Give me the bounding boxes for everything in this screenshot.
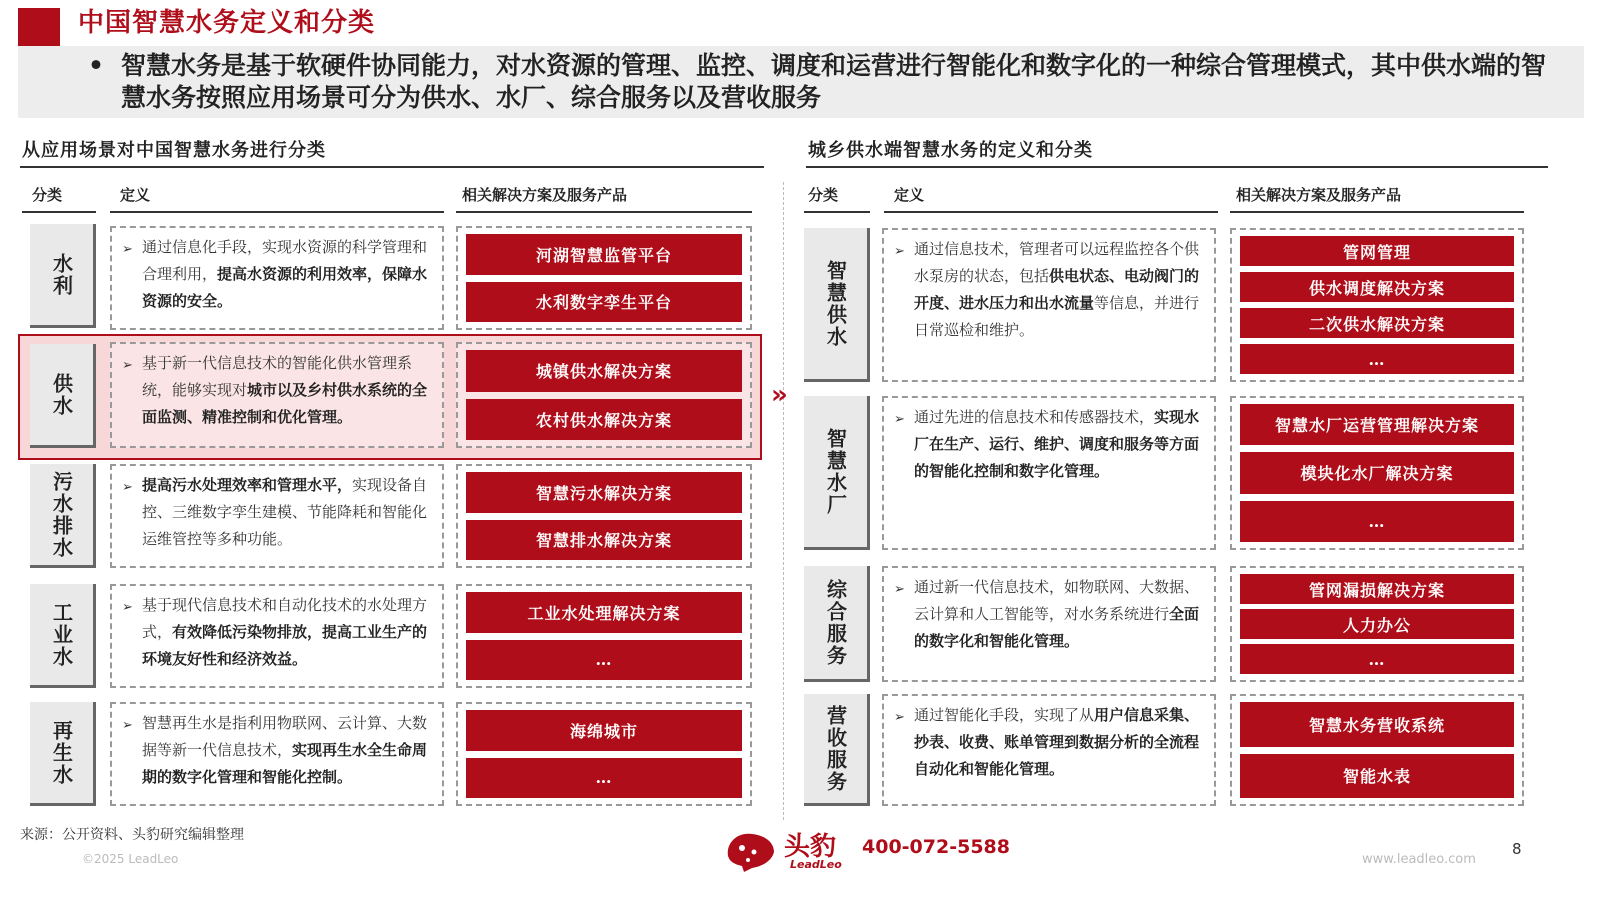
right-col-solutions-line bbox=[1230, 211, 1524, 213]
arrow-icon: ➢ bbox=[122, 718, 133, 733]
solutions-reclaimed-water bbox=[456, 702, 752, 806]
solution-item[interactable]: 二次供水解决方案 bbox=[1240, 308, 1514, 338]
right-section-underline bbox=[806, 166, 1548, 168]
solution-item[interactable]: 供水调度解决方案 bbox=[1240, 272, 1514, 302]
category-smart-supply: 智慧供水 bbox=[804, 228, 870, 382]
left-col-definition: 定义 bbox=[120, 186, 151, 204]
solution-item[interactable]: 海绵城市 bbox=[466, 710, 742, 751]
category-sewage-drainage: 污水排水 bbox=[30, 464, 96, 568]
solution-item[interactable]: 管网管理 bbox=[1240, 236, 1514, 266]
logo-text-en: LeadLeo bbox=[790, 858, 842, 871]
category-water-supply: 供水 bbox=[30, 344, 96, 448]
copyright: ©2025 LeadLeo bbox=[82, 852, 179, 866]
summary-text: 智慧水务是基于软硬件协同能力，对水资源的管理、监控、调度和运营进行智能化和数字化的一种综合管理模式，其中供水端的智慧水务按照应用场景可分为供水、水厂、综合服务以及营收服务 bbox=[121, 51, 1547, 112]
solution-item[interactable]: 模块化水厂解决方案 bbox=[1240, 452, 1514, 493]
arrow-icon: ➢ bbox=[122, 480, 133, 495]
solution-item[interactable]: … bbox=[466, 758, 742, 799]
solution-item[interactable]: 管网漏损解决方案 bbox=[1240, 574, 1514, 604]
website-link[interactable]: www.leadleo.com bbox=[1362, 852, 1476, 867]
phone-number: 400-072-5588 bbox=[862, 836, 1010, 858]
bullet-dot: • bbox=[88, 51, 104, 80]
solution-item[interactable]: 智慧排水解决方案 bbox=[466, 520, 742, 561]
definition-smart-plant: ➢ 通过先进的信息技术和传感器技术，实现水厂在生产、运行、维护、调度和服务等方面的智能化控制和数字化管理。 bbox=[882, 396, 1216, 550]
arrow-icon: ➢ bbox=[122, 600, 133, 615]
summary-box bbox=[18, 46, 1584, 118]
solution-item[interactable]: … bbox=[1240, 344, 1514, 374]
category-smart-plant: 智慧水厂 bbox=[804, 396, 870, 550]
left-col-definition-line bbox=[110, 211, 444, 213]
solution-item[interactable]: 农村供水解决方案 bbox=[466, 399, 742, 441]
right-section-title: 城乡供水端智慧水务的定义和分类 bbox=[808, 140, 1093, 161]
category-revenue-service: 营收服务 bbox=[804, 694, 870, 806]
solutions-sewage-drainage bbox=[456, 464, 752, 568]
arrow-icon: ➢ bbox=[894, 244, 905, 259]
column-divider bbox=[783, 182, 784, 820]
solution-item[interactable]: 城镇供水解决方案 bbox=[466, 350, 742, 392]
source-note: 来源：公开资料、头豹研究编辑整理 bbox=[20, 827, 244, 843]
left-col-solutions-line bbox=[456, 211, 752, 213]
definition-sewage-drainage: ➢ 提高污水处理效率和管理水平，实现设备自控、三维数字孪生建模、节能降耗和智能化运维管控等多种功能。 bbox=[110, 464, 444, 568]
solutions-water-supply bbox=[456, 342, 752, 448]
page-number: 8 bbox=[1512, 840, 1522, 858]
definition-water-conservancy: ➢ 通过信息化手段，实现水资源的科学管理和合理利用，提高水资源的利用效率，保障水资源的安全。 bbox=[110, 226, 444, 330]
page-title: 中国智慧水务定义和分类 bbox=[78, 8, 376, 38]
definition-water-supply: ➢ 基于新一代信息技术的智能化供水管理系统，能够实现对城市以及乡村供水系统的全面监测、精准控制和优化管理。 bbox=[110, 342, 444, 448]
solution-item[interactable]: 河湖智慧监管平台 bbox=[466, 234, 742, 275]
right-col-category-line bbox=[804, 211, 870, 213]
solution-item[interactable]: 人力办公 bbox=[1240, 609, 1514, 639]
definition-integrated-service: ➢ 通过新一代信息技术，如物联网、大数据、云计算和人工智能等，对水务系统进行全面的数字化和智能化管理。 bbox=[882, 566, 1216, 682]
solution-item[interactable]: 智慧污水解决方案 bbox=[466, 472, 742, 513]
category-reclaimed-water: 再生水 bbox=[30, 702, 96, 806]
solutions-water-conservancy bbox=[456, 226, 752, 330]
definition-revenue-service: ➢ 通过智能化手段，实现了从用户信息采集、抄表、收费、账单管理到数据分析的全流程自动化和智能化管理。 bbox=[882, 694, 1216, 806]
solution-item[interactable]: 智能水表 bbox=[1240, 754, 1514, 799]
solution-item[interactable]: … bbox=[1240, 644, 1514, 674]
arrow-icon: ➢ bbox=[122, 358, 133, 373]
solutions-industrial-water bbox=[456, 584, 752, 688]
solution-item[interactable]: 智慧水厂运营管理解决方案 bbox=[1240, 404, 1514, 445]
right-col-definition-line bbox=[884, 211, 1218, 213]
right-col-solutions: 相关解决方案及服务产品 bbox=[1236, 186, 1402, 204]
solution-item[interactable]: … bbox=[1240, 501, 1514, 542]
solution-item[interactable]: 工业水处理解决方案 bbox=[466, 592, 742, 633]
solution-item[interactable]: 智慧水务营收系统 bbox=[1240, 702, 1514, 747]
left-section-underline bbox=[20, 166, 764, 168]
right-col-definition: 定义 bbox=[894, 186, 925, 204]
solutions-smart-plant bbox=[1230, 396, 1524, 550]
arrow-icon: ➢ bbox=[894, 412, 905, 427]
solutions-smart-supply bbox=[1230, 228, 1524, 382]
solution-item[interactable]: … bbox=[466, 640, 742, 681]
right-col-category: 分类 bbox=[808, 186, 839, 204]
category-integrated-service: 综合服务 bbox=[804, 566, 870, 682]
solutions-revenue-service bbox=[1230, 694, 1524, 806]
left-col-category-line bbox=[22, 211, 96, 213]
arrow-icon: ➢ bbox=[894, 710, 905, 725]
category-water-conservancy: 水利 bbox=[30, 224, 96, 328]
solutions-integrated-service bbox=[1230, 566, 1524, 682]
definition-reclaimed-water: ➢ 智慧再生水是指利用物联网、云计算、大数据等新一代信息技术，实现再生水全生命周期的数字化管理和智能化控制。 bbox=[110, 702, 444, 806]
arrow-icon: ➢ bbox=[894, 582, 905, 597]
title-square-decoration bbox=[18, 8, 60, 50]
leopard-logo-icon bbox=[722, 826, 778, 874]
left-col-solutions: 相关解决方案及服务产品 bbox=[462, 186, 628, 204]
category-industrial-water: 工业水 bbox=[30, 584, 96, 688]
left-section-title: 从应用场景对中国智慧水务进行分类 bbox=[22, 140, 326, 161]
definition-smart-supply: ➢ 通过信息技术，管理者可以远程监控各个供水泵房的状态，包括供电状态、电动阀门的开度、进水压力和出水流量等信息，并进行日常巡检和维护。 bbox=[882, 228, 1216, 382]
solution-item[interactable]: 水利数字孪生平台 bbox=[466, 282, 742, 323]
left-col-category: 分类 bbox=[32, 186, 63, 204]
definition-industrial-water: ➢ 基于现代信息技术和自动化技术的水处理方式，有效降低污染物排放，提高工业生产的环境友好性和经济效益。 bbox=[110, 584, 444, 688]
chevron-right-icon: » bbox=[771, 380, 788, 410]
arrow-icon: ➢ bbox=[122, 242, 133, 257]
logo-text-cn: 头豹 bbox=[784, 832, 837, 862]
